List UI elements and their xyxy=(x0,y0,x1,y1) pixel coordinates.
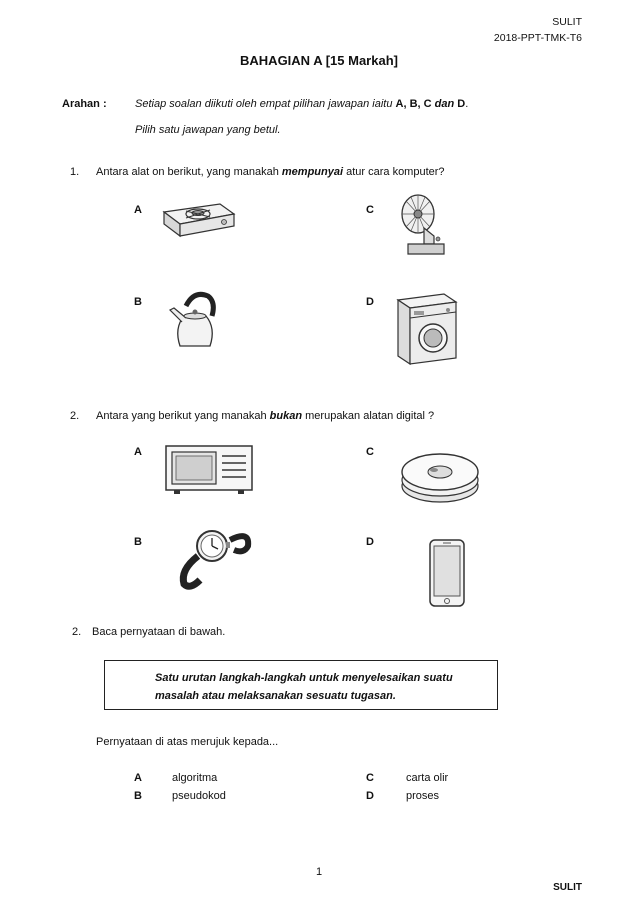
q2-text xyxy=(96,410,434,422)
footer-sulit: SULIT xyxy=(553,882,582,893)
q3-option-a-letter[interactable]: A xyxy=(134,772,142,784)
header-sulit: SULIT xyxy=(552,16,582,28)
q3-option-a-text[interactable]: algoritma xyxy=(172,772,218,784)
q1-option-d[interactable]: D xyxy=(366,296,374,308)
q2-option-b[interactable]: B xyxy=(134,536,142,548)
q1-text-pre: Antara alat on berikut, yang manakah xyxy=(96,166,282,178)
definition-box xyxy=(104,660,498,710)
q2-option-d[interactable]: D xyxy=(366,536,374,548)
header-code: 2018-PPT-TMK-T6 xyxy=(493,32,582,44)
robot-vacuum-icon xyxy=(398,446,482,506)
instructions-line1-text: Setiap soalan diikuti oleh empat pilihan jawapan iaitu xyxy=(135,98,396,110)
q1-text-emph: mempunyai xyxy=(281,166,344,178)
instructions-line2: Pilih satu jawapan yang betul. xyxy=(135,124,281,136)
instructions-period: . xyxy=(465,98,469,110)
q1-option-a[interactable]: A xyxy=(134,204,142,216)
instructions-dan: dan xyxy=(434,98,455,110)
q2-text-pre: Antara yang berikut yang manakah xyxy=(96,410,270,422)
q2-option-c[interactable]: C xyxy=(366,446,374,458)
q2-number: 2. xyxy=(70,410,80,422)
definition-line-2: masalah atau melaksanakan sesuatu tugasan. xyxy=(155,690,396,702)
page-number: 1 xyxy=(315,866,323,878)
q3-option-c-text[interactable]: carta olir xyxy=(406,772,449,784)
q1-text xyxy=(96,166,445,178)
instructions-letters: A, B, C xyxy=(395,98,435,110)
microwave-icon xyxy=(164,444,256,496)
q3-option-d-text[interactable]: proses xyxy=(406,790,440,802)
q2-text-emph: bukan xyxy=(269,410,303,422)
gas-stove-icon xyxy=(158,198,238,240)
definition-text xyxy=(155,669,485,705)
instructions-line1 xyxy=(135,98,468,110)
q3-text: Baca pernyataan di bawah. xyxy=(92,626,226,638)
wristwatch-icon xyxy=(170,520,254,592)
q1-number: 1. xyxy=(70,166,80,178)
section-title: BAHAGIAN A [15 Markah] xyxy=(240,53,398,68)
q2-text-post: merupakan alatan digital ? xyxy=(302,410,435,422)
q1-option-b[interactable]: B xyxy=(134,296,142,308)
smartphone-icon xyxy=(428,538,466,608)
definition-line-1: Satu urutan langkah-langkah untuk menyelesaikan suatu xyxy=(155,672,453,684)
q2-option-a[interactable]: A xyxy=(134,446,142,458)
fan-icon xyxy=(394,192,450,258)
q3-option-c-letter[interactable]: C xyxy=(366,772,374,784)
q3-prompt: Pernyataan di atas merujuk kepada... xyxy=(96,736,279,748)
instructions-label: Arahan : xyxy=(62,98,107,110)
q1-option-c[interactable]: C xyxy=(366,204,374,216)
kettle-icon xyxy=(168,288,222,350)
q1-text-post: atur cara komputer? xyxy=(343,166,445,178)
q3-option-b-text[interactable]: pseudokod xyxy=(172,790,226,802)
q3-number: 2. xyxy=(72,626,82,638)
instructions-letter-d: D xyxy=(454,98,466,110)
q3-option-d-letter[interactable]: D xyxy=(366,790,374,802)
washing-machine-icon xyxy=(390,288,460,366)
q3-option-b-letter[interactable]: B xyxy=(134,790,142,802)
